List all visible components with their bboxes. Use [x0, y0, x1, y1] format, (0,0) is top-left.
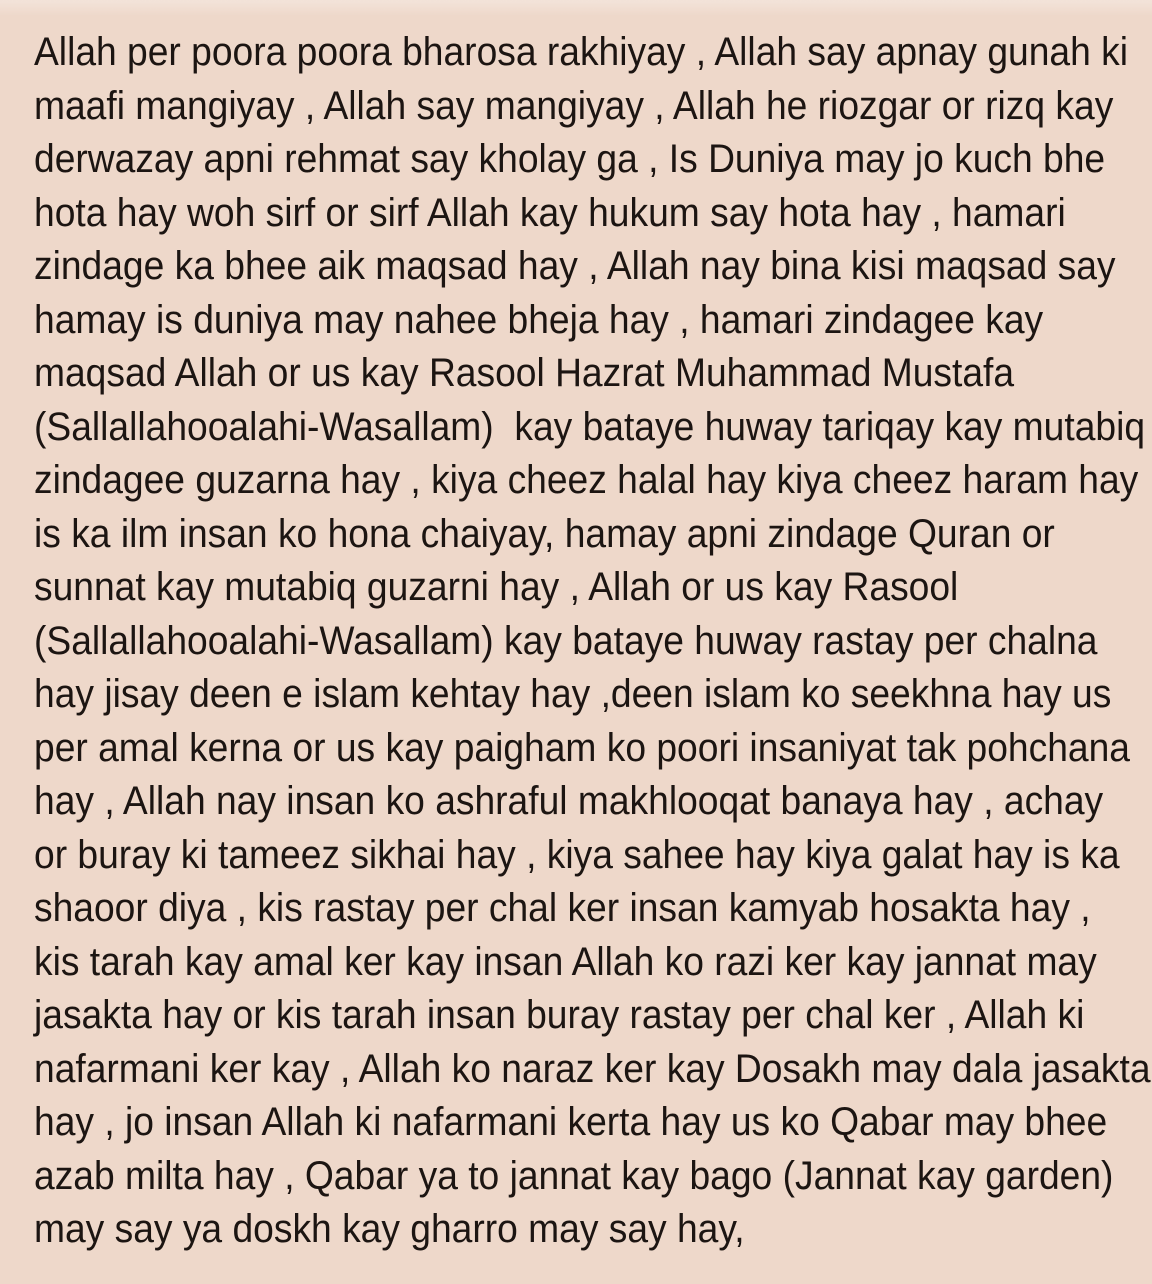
- text-line: hota hay woh sirf or sirf Allah kay hukum say hota hay , hamari: [34, 190, 1066, 235]
- text-line: maqsad Allah or us kay Rasool Hazrat Muhammad Mustafa: [34, 351, 1015, 395]
- text-line: (Sallallahooalahi-Wasallam) kay bataye huway tariqay kay mutabiq: [34, 404, 1146, 449]
- text-line: hay , jo insan Allah ki nafarmani kerta hay us ko Qabar may bhee: [34, 1100, 1108, 1144]
- text-line: maafi mangiyay , Allah say mangiyay , Allah he riozgar or rizq kay: [34, 83, 1114, 128]
- text-line: hay , Allah nay insan ko ashraful makhlooqat banaya hay , achay: [34, 779, 1104, 823]
- text-line: azab milta hay , Qabar ya to jannat kay bago (Jannat kay garden): [34, 1153, 1114, 1198]
- text-line: (Sallallahooalahi-Wasallam) kay bataye huway rastay per chalna: [34, 618, 1098, 663]
- text-line: jasakta hay or kis tarah insan buray rastay per chal ker , Allah ki: [34, 993, 1085, 1037]
- text-line: Allah per poora poora bharosa rakhiyay , Allah say apnay gunah ki: [34, 30, 1128, 74]
- text-line: zindagee guzarna hay , kiya cheez halal hay kiya cheez haram hay: [34, 458, 1139, 502]
- text-line: sunnat kay mutabiq guzarni hay , Allah or us kay Rasool: [34, 565, 959, 609]
- text-line: is ka ilm insan ko hona chaiyay, hamay apni zindage Quran or: [34, 511, 1055, 556]
- text-line: nafarmani ker kay , Allah ko naraz ker kay Dosakh may dala jasakta: [34, 1046, 1151, 1091]
- text-line: kis tarah kay amal ker kay insan Allah ko razi ker kay jannat may: [34, 939, 1097, 984]
- text-line: zindage ka bhee aik maqsad hay , Allah nay bina kisi maqsad say: [34, 244, 1116, 288]
- text-line: shaoor diya , kis rastay per chal ker insan kamyab hosakta hay ,: [34, 886, 1091, 930]
- text-line: or buray ki tameez sikhai hay , kiya sahee hay kiya galat hay is ka: [34, 832, 1120, 877]
- text-line: derwazay apni rehmat say kholay ga , Is Duniya may jo kuch bhe: [34, 137, 1106, 181]
- text-line: may say ya doskh kay gharro may say hay,: [34, 1207, 745, 1251]
- text-line: hay jisay deen e islam kehtay hay ,deen islam ko seekhna hay us: [34, 672, 1112, 716]
- text-block: [34, 26, 1152, 1257]
- text-line: per amal kerna or us kay paigham ko poori insaniyat tak pohchana: [34, 725, 1130, 770]
- text-line: hamay is duniya may nahee bheja hay , hamari zindagee kay: [34, 297, 1044, 342]
